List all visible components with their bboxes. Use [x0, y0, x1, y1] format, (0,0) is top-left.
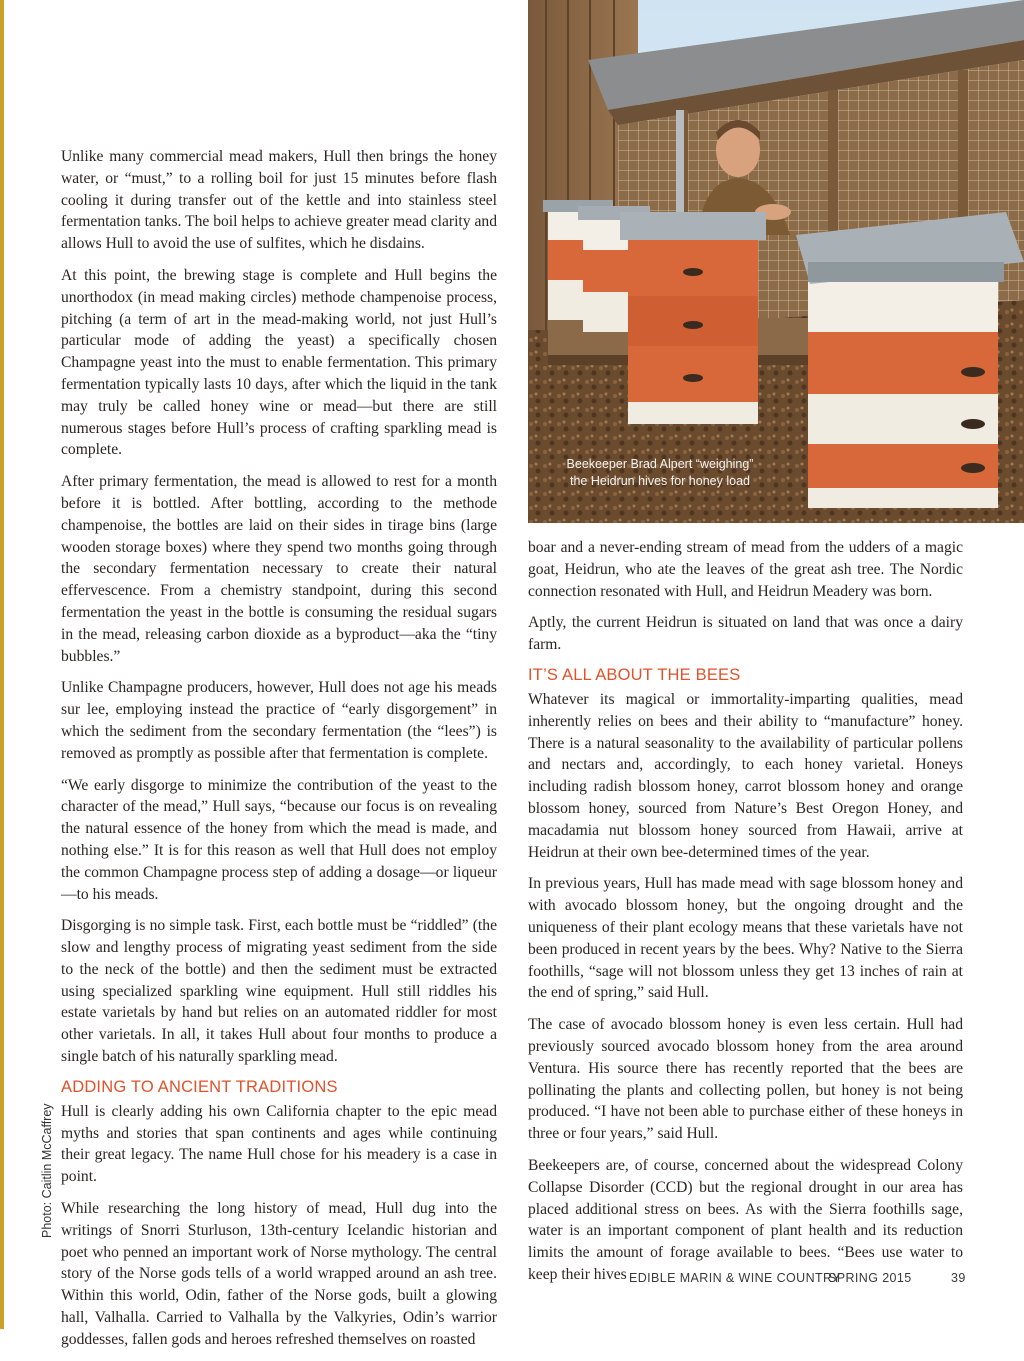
body-paragraph: Unlike Champagne producers, however, Hull does not age his meads sur lee, employing instead the practice of “early disgorgement” in which the sediment from the secondary fermentation (the “lees”) is removed as promptly as possible after that fermentation is complete.: [61, 679, 497, 762]
body-paragraph: While researching the long history of mead, Hull dug into the writings of Snorri Sturluson, 13th-century Icelandic historian and poet who penned an important work of Norse mythology. The central story of the Norse gods tells of a world wrapped around an ash tree. Within this world, Odin, father of the Norse gods, built a glowing hall, Valhalla. Carried to Valhalla by the Valkyries, Odin’s warrior goddesses, fallen gods and heroes refreshed themselves on roasted: [61, 1200, 497, 1348]
right-paragraphs-a: [528, 537, 963, 656]
beehive-photo-illustration: [528, 0, 1024, 523]
body-paragraph: The case of avocado blossom honey is even less certain. Hull had previously sourced avocado blossom honey from the area around Ventura. His source there has recently reported that the bees are pollinating the plants and collecting pollen, but honey is not being produced. “I have not been able to purchase either of these honeys in three or four years,” said Hull.: [528, 1016, 963, 1143]
body-paragraph: At this point, the brewing stage is complete and Hull begins the unorthodox (in mead making circles) methode champenoise process, pitching (a term of art in the mead-making world, not just Hull’s particular mode of adding the yeast) a specifically chosen Champagne yeast into the must to enable fermentation. This primary fermentation typically lasts 10 days, after which the liquid in the tank may truly be called honey wine or mead—but there are still numerous stages before Hull’s process of crafting sparkling mead is complete.: [61, 266, 497, 459]
section-heading-adding-traditions: ADDING TO ANCIENT TRADITIONS: [61, 1077, 338, 1096]
footer-issue: SPRING 2015: [828, 1271, 912, 1285]
right-column: [528, 537, 963, 1296]
body-paragraph: Beekeepers are, of course, concerned about the widespread Colony Collapse Disorder (CCD) but the regional drought in our area has placed additional stress on bees. As with the Sierra foothills sage, water is an important component of plant health and its reduction limits the amount of forage available to bees. “Bees use water to keep their hives: [528, 1156, 963, 1283]
body-paragraph: Aptly, the current Heidrun is situated on land that was once a dairy farm.: [528, 614, 963, 654]
photo-caption: Beekeeper Brad Alpert “weighing” the Heidrun hives for honey load: [566, 457, 754, 488]
body-paragraph: Unlike many commercial mead makers, Hull then brings the honey water, or “must,” to a rolling boil for just 15 minutes before flash cooling it during transfer out of the kettle and into stainless steel fermentation tanks. The boil helps to achieve greater mead clarity and allows Hull to avoid the use of sulfites, which he disdains.: [61, 148, 497, 253]
body-paragraph: “We early disgorge to minimize the contribution of the yeast to the character of the mead,” Hull says, “because our focus is on revealing the natural essence of the honey from which the mead is made, and nothing else.” It is for this reason as well that Hull does not employ the common Champagne process step of adding a dosage—or liqueur—to his meads.: [61, 776, 497, 903]
body-paragraph: Disgorging is no simple task. First, each bottle must be “riddled” (the slow and lengthy process of migrating yeast sediment from the side to the neck of the bottle) and then the sediment must be extracted using specialized sparkling wine equipment. Hull still riddles his estate varietals by hand but relies on an automated riddler for most other varietals. In all, it takes Hull about four months to produce a single batch of his naturally sparkling mead.: [61, 917, 497, 1066]
body-paragraph: Whatever its magical or immortality-imparting qualities, mead inherently relies on bees and their ability to “manufacture” honey. There is a natural seasonality to the availability of particular pollens and nectars and, accordingly, to each honey varietal. Honeys including radish blossom honey, carrot blossom honey and orange blossom honey, sourced from Nature’s Best Oregon Honey, and macadamia nut blossom honey sourced from Hawaii, arrive at Heidrun at their own bee-determined times of the year.: [528, 690, 963, 861]
left-paragraphs-a: [61, 146, 497, 1068]
body-paragraph: Hull is clearly adding his own California chapter to the epic mead myths and stories that span continents and ages while continuing their great legacy. The name Hull chose for his meadery is a case in point.: [61, 1102, 497, 1186]
left-paragraphs-b: [61, 1101, 497, 1351]
footer-publication: EDIBLE MARIN & WINE COUNTRY: [629, 1271, 841, 1285]
body-paragraph: After primary fermentation, the mead is allowed to rest for a month before it is bottled. After bottling, according to the methode champenoise, the bottles are laid on their sides in tirage bins (large wooden storage boxes) where they spend two months going through the secondary fermentation necessary to create their natural effervescence. From a chemistry standpoint, during this second fermentation the yeast in the bottle is consuming the residual sugars in the mead, releasing carbon dioxide as a byproduct—aka the “tiny bubbles.”: [61, 473, 497, 665]
right-paragraphs-b: [528, 689, 963, 1286]
beehive-photo: [528, 0, 1024, 523]
body-paragraph: boar and a never-ending stream of mead from the udders of a magic goat, Heidrun, who ate the leaves of the great ash tree. The Nordic connection resonated with Hull, and Heidrun Meadery was born.: [528, 539, 963, 600]
section-heading-all-about-bees: IT’S ALL ABOUT THE BEES: [528, 665, 741, 684]
page-edge-stripe: [0, 0, 4, 1329]
body-paragraph: In previous years, Hull has made mead with sage blossom honey and with avocado blossom honey, but the ongoing drought and the uniqueness of their plant ecology means that these varietals have not been produced in recent years by the bees. Why? Native to the Sierra foothills, “sage will not blossom unless they get 13 inches of rain at the end of spring,” said Hull.: [528, 875, 963, 1002]
footer-page-number: 39: [951, 1271, 966, 1285]
left-column: [61, 146, 497, 1361]
photo-credit: Photo: Caitlin McCaffrey: [40, 1103, 54, 1238]
